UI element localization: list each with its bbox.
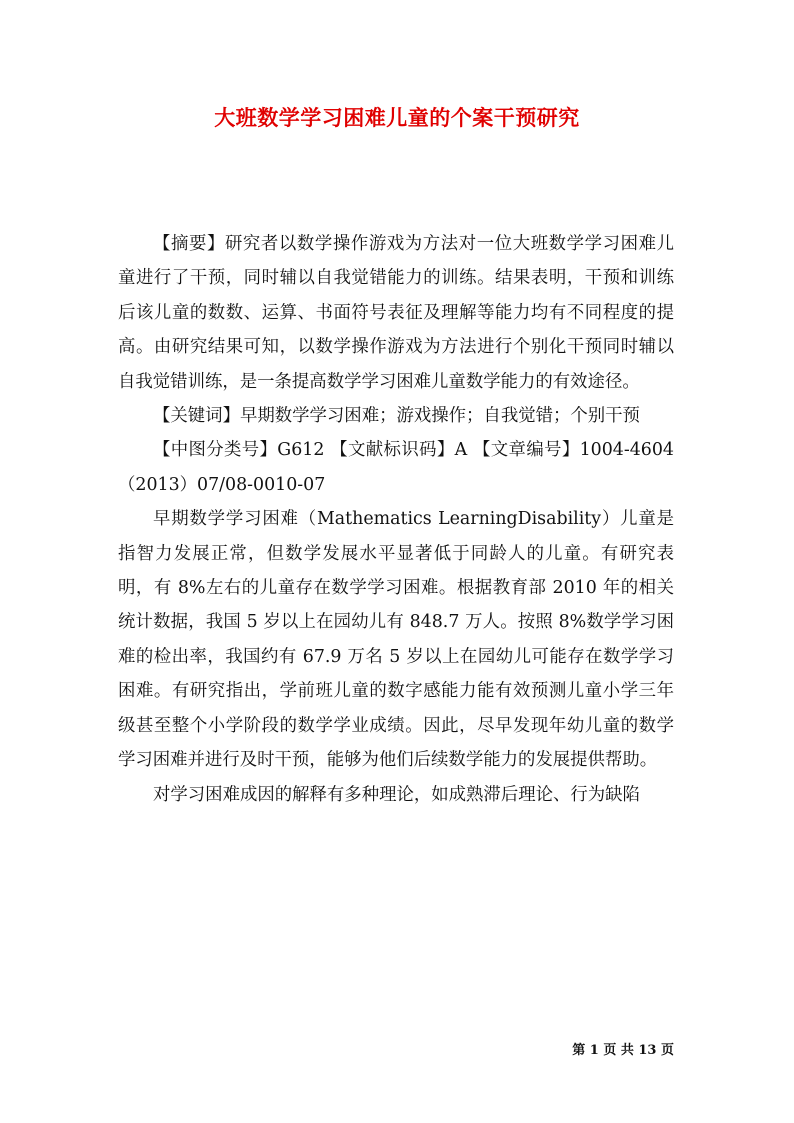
document-title: 大班数学学习困难儿童的个案干预研究 [214, 105, 580, 130]
theory-paragraph: 对学习困难成因的解释有多种理论，如成熟滞后理论、行为缺陷 [153, 784, 640, 805]
document-body [118, 227, 674, 812]
abstract-paragraph: 【摘要】研究者以数学操作游戏为方法对一位大班数学学习困难儿童进行了干预，同时辅以自我觉错能力的训练。结果表明，干预和训练后该儿童的数数、运算、书面符号表征及理解等能力均有不同程度的提高。由研究结果可知，以数学操作游戏为方法进行个别化干预同时辅以自我觉错训练，是一条提高数学学习困难儿童数学能力的有效途径。 [118, 234, 674, 392]
classification-paragraph: 【中图分类号】G612 【文献标识码】A 【文章编号】1004-4604（2013）07/08-0010-07 [118, 440, 674, 495]
intro-paragraph: 早期数学学习困难（Mathematics LearningDisability）儿童是指智力发展正常，但数学发展水平显著低于同龄人的儿童。有研究表明，有 8%左右的儿童存在数学学习困难。根据教育部 2010 年的相关统计数据，我国 5 岁以上在园幼儿有 848.7 万人。按照 8%数学学习困难的检出率，我国约有 67.9 万名 5 岁以上在园幼儿可能存在数学学习困难。有研究指出，学前班儿童的数字感能力能有效预测儿童小学三年级甚至整个小学阶段的数学学业成绩。因此，尽早发现年幼儿童的数学学习困难并进行及时干预，能够为他们后续数学能力的发展提供帮助。 [118, 509, 674, 771]
keywords-paragraph: 【关键词】早期数学学习困难；游戏操作；自我觉错；个别干预 [153, 406, 640, 427]
page-number-footer: 第 1 页 共 13 页 [572, 1043, 674, 1058]
